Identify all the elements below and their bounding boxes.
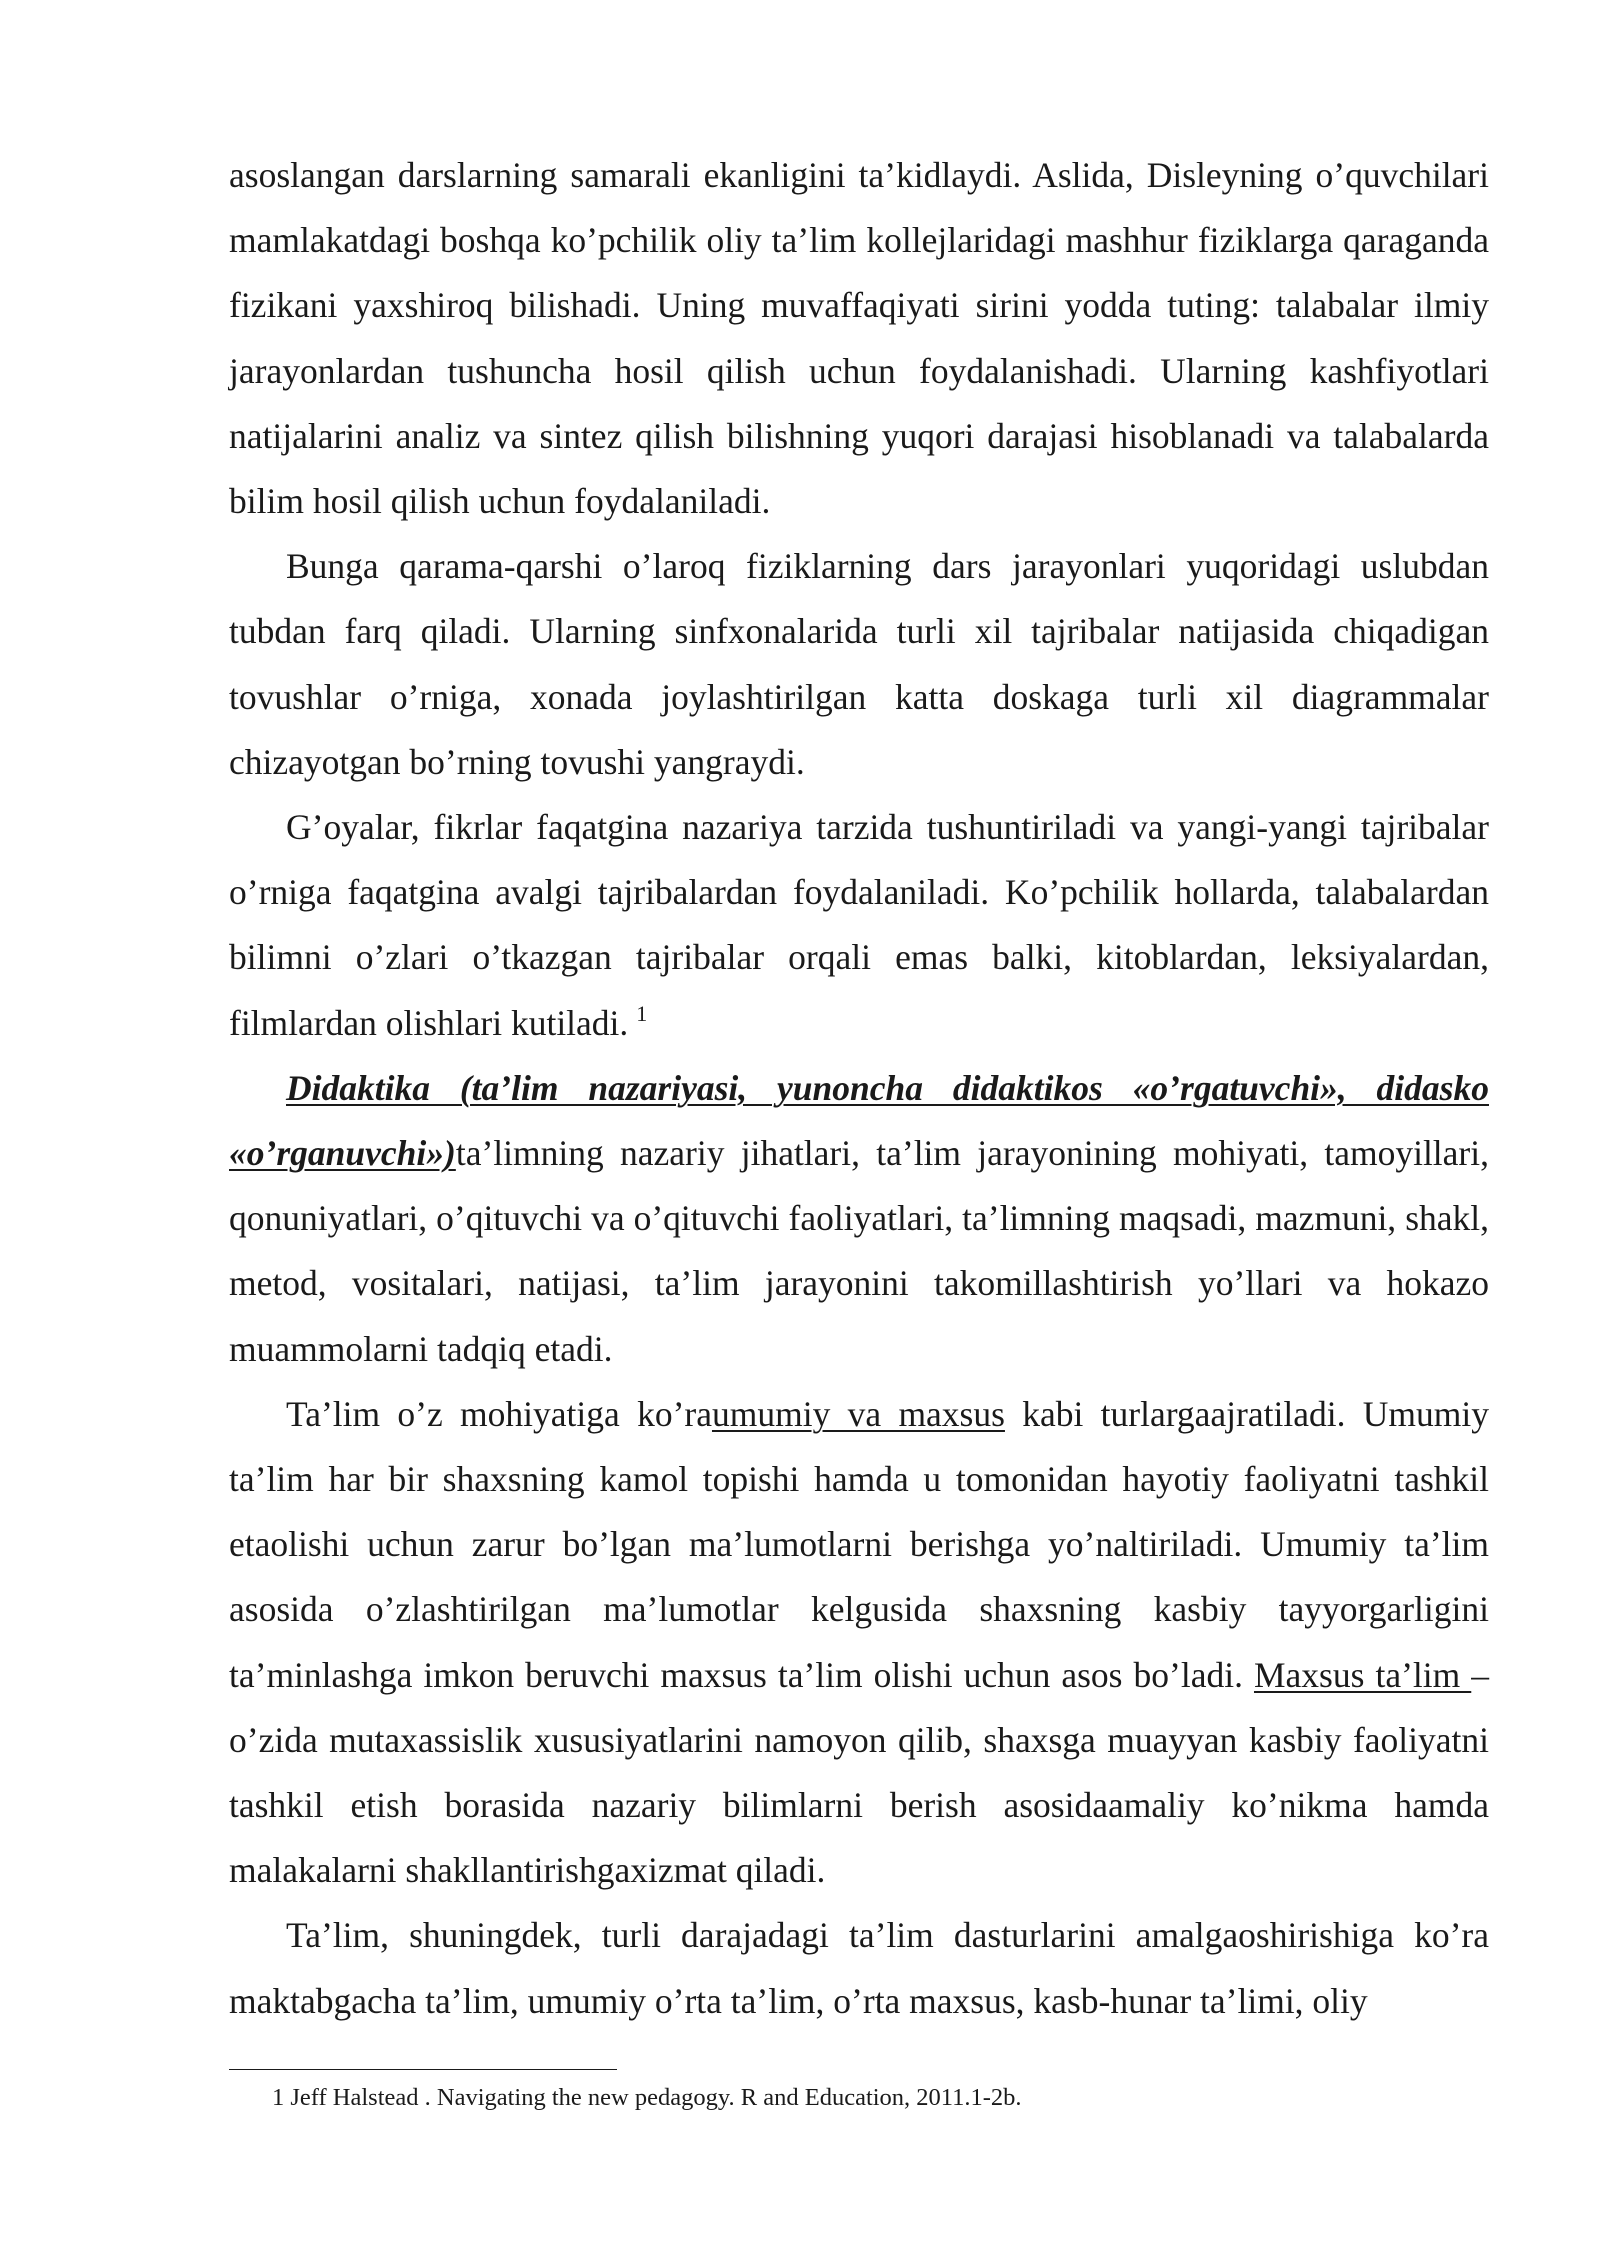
maxsus-talim-underlined: Maxsus ta’lim [1253,1654,1472,1695]
didaktika-term: Didaktika (ta’lim nazariyasi, yunoncha didaktikos «o’rgatuvchi», didasko «o’rganuvchi») [229,1067,1489,1174]
paragraph-5-part-c: – o’zida mutaxassislik xususiyatlarini namoyon qilib, shaxsga muayyan kasbiy faoliyatni tashkil etish borasida nazariy bilimlarni berish asosidaamaliy ko’nikma hamda malakalarni shakllantirishgaxizmat qiladi. [229,1654,1490,1891]
paragraph-5-part-a: Ta’lim o’z mohiyatiga ko’ra [286,1393,712,1434]
footnote-divider [229,2069,617,2070]
paragraph-4-text: ta’limning nazariy jihatlari, ta’lim jarayonining mohiyati, tamoyillari, qonuniyatlari, o’qituvchi va o’qituvchi faoliyatlari, ta’limning maqsadi, mazmuni, shakl, metod, vositalari, natijasi, ta’lim jarayonini takomillashtirish yo’llari va hokazo muammolarni tadqiq etadi. [229,1133,1489,1369]
footnote-text: 1 Jeff Halstead . Navigating the new pedagogy. R and Education, 2011.1-2b. [272,2084,1022,2111]
paragraph-5 [229,1382,1489,1904]
paragraph-4 [229,1056,1489,1382]
paragraph-3 [229,795,1489,1056]
paragraph-6: Ta’lim, shuningdek, turli darajadagi ta’lim dasturlarini amalgaoshirishiga ko’ra maktabgacha ta’lim, umumiy o’rta ta’lim, o’rta maxsus, kasb-hunar ta’limi, oliy [229,1915,1489,2021]
body-text [229,143,1489,2034]
paragraph-1: asoslangan darslarning samarali ekanligini ta’kidlaydi. Aslida, Disleyning o’quvchilari mamlakatdagi boshqa ko’pchilik oliy ta’lim kollejlaridagi mashhur fiziklarga qaraganda fizikani yaxshiroq bilishadi. Uning muvaffaqiyati sirini yodda tuting: talabalar ilmiy jarayonlardan tushuncha hosil qilish uchun foydalanishadi. Ularning kashfiyotlari natijalarini analiz va sintez qilish bilishning yuqori darajasi hisoblanadi va talabalarda bilim hosil qilish uchun foydalaniladi. [229,155,1489,522]
umumiy-maxsus-underlined: umumiy va maxsus [711,1393,1005,1434]
paragraph-3-text: G’oyalar, fikrlar faqatgina nazariya tarzida tushuntiriladi va yangi-yangi tajribalar o’rniga faqatgina avalgi tajribalardan foydalaniladi. Ko’pchilik hollarda, talabalardan bilimni o’zlari o’tkazgan tajribalar orqali emas balki, kitoblardan, leksiyalardan, filmlardan olishlari kutiladi. [229,807,1489,1043]
footnote-reference: 1 [636,1000,648,1026]
paragraph-5-part-b: kabi turlargaajratiladi. Umumiy ta’lim har bir shaxsning kamol topishi hamda u tomonidan hayotiy faoliyatni tashkil etaolishi uchun zarur bo’lgan ma’lumotlarni berishga yo’naltiriladi. Umumiy ta’lim asosida o’zlashtirilgan ma’lumotlar kelgusida shaxsning kasbiy tayyorgarligini ta’minlashga imkon beruvchi maxsus ta’lim olishi uchun asos bo’ladi. [229,1393,1489,1695]
paragraph-2: Bunga qarama-qarshi o’laroq fiziklarning dars jarayonlari yuqoridagi uslubdan tubdan farq qiladi. Ularning sinfxonalarida turli xil tajribalar natijasida chiqadigan tovushlar o’rniga, xonada joylashtirilgan katta doskaga turli xil diagrammalar chizayotgan bo’rning tovushi yangraydi. [229,546,1489,782]
